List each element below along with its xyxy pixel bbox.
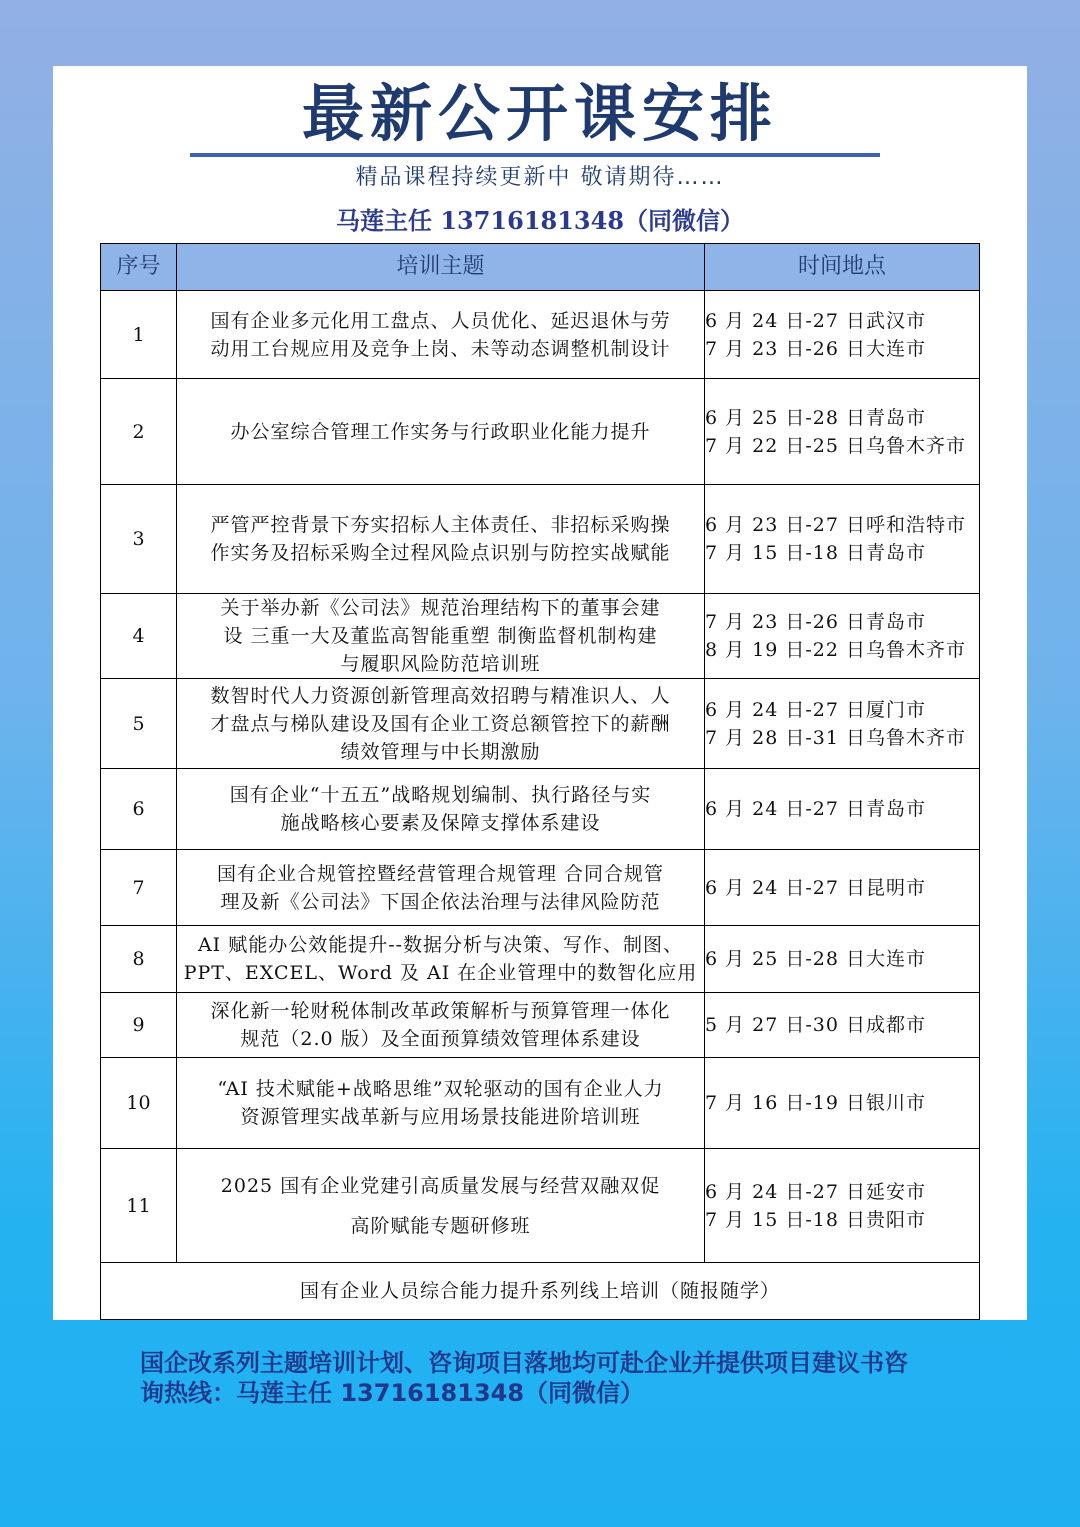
row-topic: “AI 技术赋能+战略思维”双轮驱动的国有企业人力 资源管理实战革新与应用场景技能进阶培训班 bbox=[177, 1058, 705, 1149]
row-topic: 国有企业“十五五”战略规划编制、执行路径与实 施战略核心要素及保障支撑体系建设 bbox=[177, 769, 705, 850]
row-topic: 办公室综合管理工作实务与行政职业化能力提升 bbox=[177, 379, 705, 485]
table-row bbox=[101, 993, 980, 1058]
footer-line-1: 国企改系列主题培训计划、咨询项目落地均可赴企业并提供项目建议书咨 bbox=[140, 1349, 908, 1377]
row-topic: 严管严控背景下夯实招标人主体责任、非招标采购操 作实务及招标采购全过程风险点识别与防控实战赋能 bbox=[177, 485, 705, 594]
row-number: 5 bbox=[101, 679, 177, 769]
row-time-place: 6 月 24 日-27 日延安市 7 月 15 日-18 日贵阳市 bbox=[705, 1149, 980, 1263]
row-time-place: 6 月 25 日-28 日青岛市 7 月 22 日-25 日乌鲁木齐市 bbox=[705, 379, 980, 485]
row-topic: 数智时代人力资源创新管理高效招聘与精准识人、人 才盘点与梯队建设及国有企业工资总额管控下的薪酬 绩效管理与中长期激励 bbox=[177, 679, 705, 769]
row-number: 7 bbox=[101, 850, 177, 926]
online-training-note: 国有企业人员综合能力提升系列线上培训（随报随学） bbox=[101, 1263, 980, 1320]
table-row bbox=[101, 926, 980, 993]
row-number: 8 bbox=[101, 926, 177, 993]
footer-note bbox=[140, 1348, 970, 1408]
row-topic: 2025 国有企业党建引高质量发展与经营双融双促 高阶赋能专题研修班 bbox=[177, 1149, 705, 1263]
title-underline bbox=[190, 153, 880, 157]
row-number: 3 bbox=[101, 485, 177, 594]
table-row bbox=[101, 850, 980, 926]
table-header-row bbox=[101, 244, 980, 291]
row-number: 1 bbox=[101, 291, 177, 379]
row-number: 11 bbox=[101, 1149, 177, 1263]
row-time-place: 7 月 16 日-19 日银川市 bbox=[705, 1058, 980, 1149]
table-row bbox=[101, 679, 980, 769]
schedule-table bbox=[100, 243, 980, 1320]
col-header-no: 序号 bbox=[101, 244, 177, 291]
row-number: 2 bbox=[101, 379, 177, 485]
row-time-place: 6 月 24 日-27 日昆明市 bbox=[705, 850, 980, 926]
row-time-place: 6 月 24 日-27 日武汉市 7 月 23 日-26 日大连市 bbox=[705, 291, 980, 379]
row-topic: 国有企业多元化用工盘点、人员优化、延迟退休与劳 动用工台规应用及竞争上岗、未等动态调整机制设计 bbox=[177, 291, 705, 379]
table-row bbox=[101, 769, 980, 850]
row-time-place: 7 月 23 日-26 日青岛市 8 月 19 日-22 日乌鲁木齐市 bbox=[705, 594, 980, 679]
row-time-place: 6 月 24 日-27 日青岛市 bbox=[705, 769, 980, 850]
table-row bbox=[101, 379, 980, 485]
table-row bbox=[101, 1058, 980, 1149]
row-number: 9 bbox=[101, 993, 177, 1058]
row-time-place: 6 月 24 日-27 日厦门市 7 月 28 日-31 日乌鲁木齐市 bbox=[705, 679, 980, 769]
row-topic: 关于举办新《公司法》规范治理结构下的董事会建 设 三重一大及董监高智能重塑 制衡监督机制构建 与履职风险防范培训班 bbox=[177, 594, 705, 679]
table-row bbox=[101, 485, 980, 594]
col-header-topic: 培训主题 bbox=[177, 244, 705, 291]
table-row bbox=[101, 291, 980, 379]
table-row bbox=[101, 1149, 980, 1263]
col-header-time: 时间地点 bbox=[705, 244, 980, 291]
row-topic: AI 赋能办公效能提升--数据分析与决策、写作、制图、 PPT、EXCEL、Word 及 AI 在企业管理中的数智化应用 bbox=[177, 926, 705, 993]
row-time-place: 6 月 25 日-28 日大连市 bbox=[705, 926, 980, 993]
row-time-place: 6 月 23 日-27 日呼和浩特市 7 月 15 日-18 日青岛市 bbox=[705, 485, 980, 594]
row-number: 6 bbox=[101, 769, 177, 850]
row-number: 10 bbox=[101, 1058, 177, 1149]
row-topic: 深化新一轮财税体制改革政策解析与预算管理一体化 规范（2.0 版）及全面预算绩效管理体系建设 bbox=[177, 993, 705, 1058]
row-number: 4 bbox=[101, 594, 177, 679]
subtitle: 精品课程持续更新中 敬请期待…… bbox=[355, 165, 725, 190]
table-row-online bbox=[101, 1263, 980, 1320]
page-title: 最新公开课安排 bbox=[301, 77, 778, 150]
contact-line: 马莲主任 13716181348（同微信） bbox=[335, 206, 745, 235]
table-row bbox=[101, 594, 980, 679]
row-time-place: 5 月 27 日-30 日成都市 bbox=[705, 993, 980, 1058]
row-topic: 国有企业合规管控暨经营管理合规管理 合同合规管 理及新《公司法》下国企依法治理与法律风险防范 bbox=[177, 850, 705, 926]
footer-line-2: 询热线：马莲主任 13716181348（同微信） bbox=[140, 1379, 645, 1407]
